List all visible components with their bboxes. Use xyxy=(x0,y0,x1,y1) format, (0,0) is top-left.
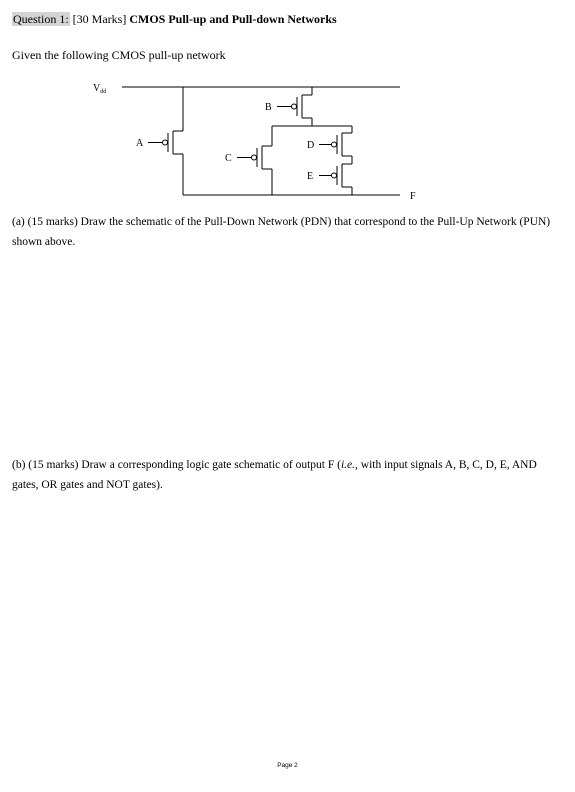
page-number: Page 2 xyxy=(277,762,298,769)
part-a-label: (a) (15 marks) xyxy=(12,216,78,228)
transistor-c xyxy=(237,146,272,169)
transistor-d xyxy=(319,133,352,156)
vdd-label-main: V xyxy=(93,83,101,94)
transistor-b xyxy=(277,95,312,118)
question-number: Question 1: xyxy=(13,12,69,26)
input-label-d: D xyxy=(307,140,315,151)
part-b-label: (b) (15 marks) xyxy=(12,459,79,471)
part-b-question xyxy=(12,455,552,495)
input-label-c: C xyxy=(225,153,232,164)
part-b-text-after: , with input signals A, B, C, D, E, AND gates, OR gates and NOT gates). xyxy=(12,459,537,491)
vdd-label xyxy=(93,83,106,95)
pull-up-network-schematic xyxy=(0,0,575,210)
part-b-text-before: Draw a corresponding logic gate schematic of output F ( xyxy=(81,459,341,471)
question-title: CMOS Pull-up and Pull-down Networks xyxy=(129,12,337,26)
part-b-text-italic: i.e. xyxy=(340,459,356,471)
input-label-a: A xyxy=(136,138,144,149)
vdd-label-subscript: dd xyxy=(100,89,107,95)
input-label-b: B xyxy=(265,102,272,113)
input-label-e: E xyxy=(307,171,314,182)
part-a-question xyxy=(12,212,552,252)
intro-text: Given the following CMOS pull-up network xyxy=(12,48,226,62)
question-marks: [30 Marks] xyxy=(72,12,127,26)
transistor-a xyxy=(148,131,183,154)
part-a-text: Draw the schematic of the Pull-Down Network (PDN) that correspond to the Pull-Up Network (PUN) shown above. xyxy=(12,216,551,248)
transistor-e xyxy=(319,164,352,187)
output-label-f: F xyxy=(410,191,416,202)
